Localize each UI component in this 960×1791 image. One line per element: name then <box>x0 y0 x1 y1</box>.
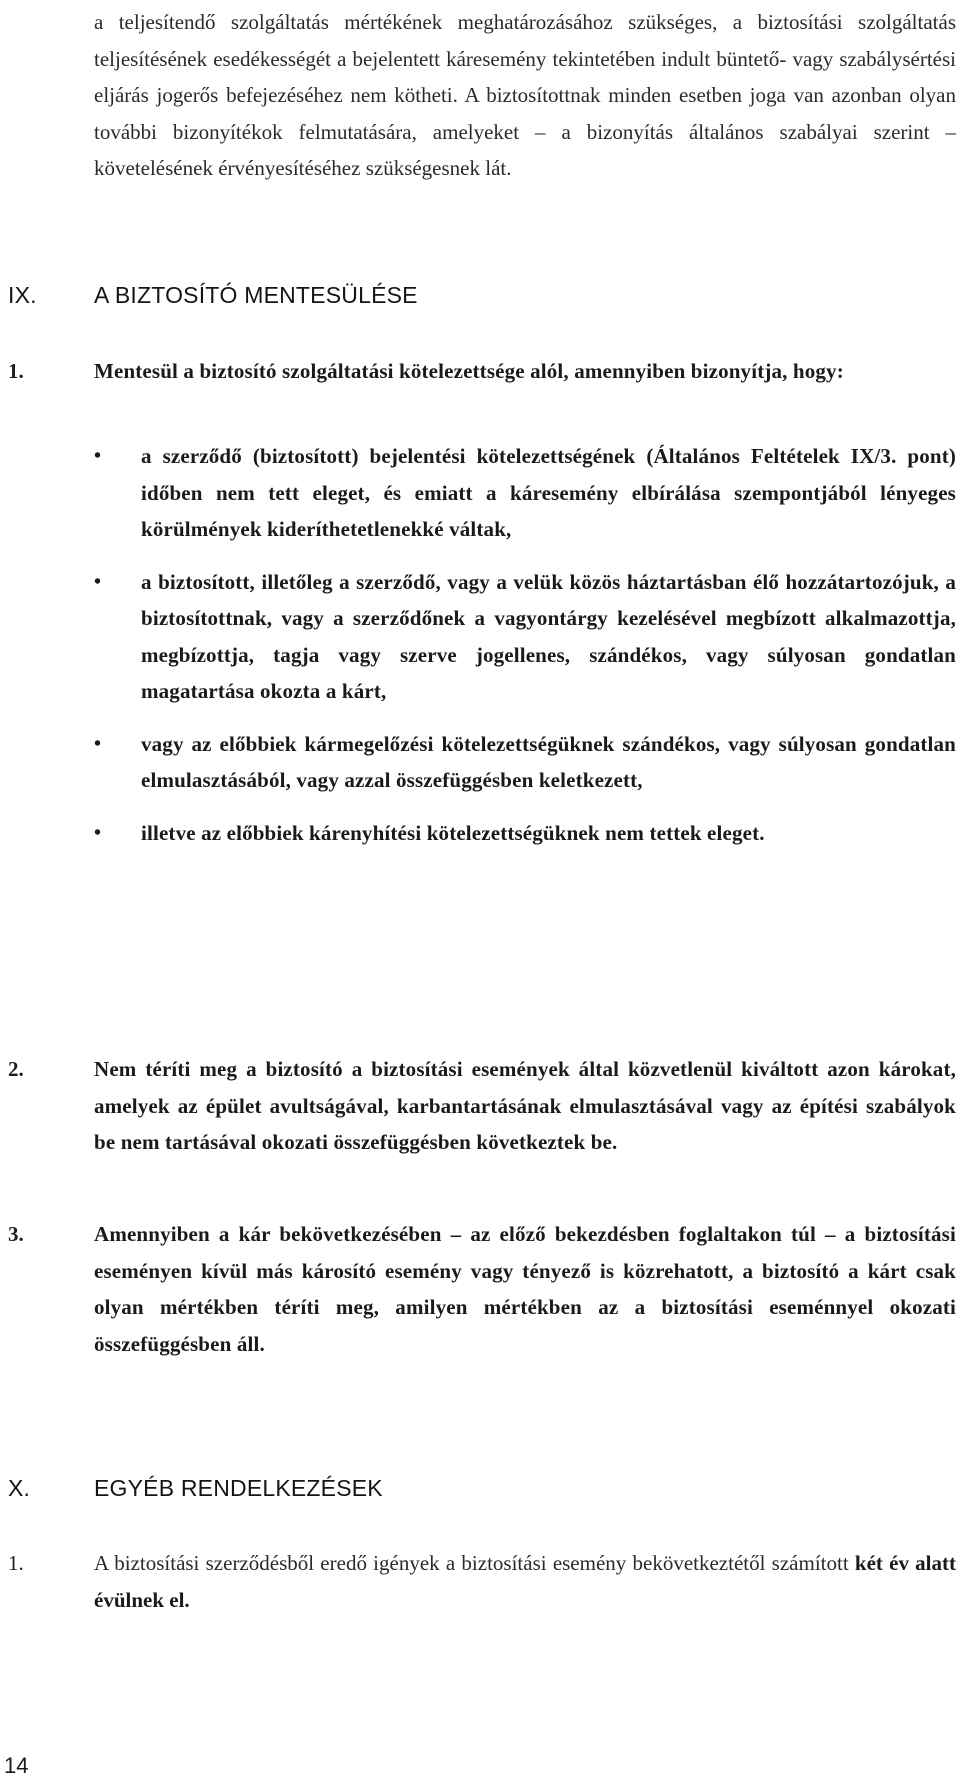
bullet-icon: • <box>94 445 102 467</box>
clause-number: 1. <box>8 1551 24 1575</box>
list-item-text: vagy az előbbiek kármegelőzési kötelezettségüknek szándékos, vagy súlyosan gondatlan elmulasztásából, vagy azzal összefüggésben keletkezett, <box>141 731 956 792</box>
section-title: EGYÉB RENDELKEZÉSEK <box>94 1475 383 1501</box>
list-item <box>94 815 956 852</box>
clause-text-emphasis: két év alatt évülnek el. <box>94 1551 956 1612</box>
list-item <box>94 726 956 799</box>
clause-x-1 <box>8 1545 956 1618</box>
clause-text: Amennyiben a kár bekövetkezésében – az előző bekezdésben foglaltakon túl – a biztosítási eseményen kívül más károsító esemény vagy tényező is közrehatott, a biztosító a kárt csak olyan mértékben téríti meg, amilyen mértékben az a biztosítási eseménnyel okozati összefüggésben áll. <box>94 1222 956 1356</box>
clause-text: Mentesül a biztosító szolgáltatási kötelezettsége alól, amennyiben bizonyítja, hogy: <box>94 359 844 383</box>
section-number: X. <box>8 1475 31 1501</box>
list-item-text: a biztosított, illetőleg a szerződő, vagy a velük közös háztartásban élő hozzátartozójuk, a biztosítottnak, vagy a szerződőnek a vagyontárgy kezelésével megbízott alkalmazottja, megbízottja, tagja vagy szerve jogellenes, szándékos, vagy súlyosan gondatlan magatartása okozta a kárt, <box>141 569 956 703</box>
clause-text-plain: A biztosítási szerződésből eredő igények a biztosítási esemény bekövetkeztétől számított <box>94 1551 855 1575</box>
bullet-icon: • <box>94 570 102 593</box>
clause-ix-2 <box>8 1051 956 1161</box>
section-number: IX. <box>8 282 37 308</box>
page-number: 14 <box>4 1753 29 1778</box>
bullet-icon: • <box>94 821 102 844</box>
intro-paragraph: a teljesítendő szolgáltatás mértékének meghatározásához szükséges, a biztosítási szolgáltatás teljesítésének esedékességét a bejelentett káresemény tekintetében indult büntető- vagy szabálysértési eljárás jogerős befejezéséhez nem kötheti. A biztosítottnak minden esetben joga van azonban olyan további bizonyítékok felmutatására, amelyeket – a bizonyítás általános szabályai szerint – követelésének érvényesítéséhez szükségesnek lát. <box>94 10 956 180</box>
section-title: A BIZTOSÍTÓ MENTESÜLÉSE <box>94 282 418 308</box>
clause-ix-3 <box>8 1216 956 1362</box>
exemption-bullet-list <box>94 438 956 867</box>
list-item-text: a szerződő (biztosított) bejelentési kötelezettségének (Általános Feltételek IX/3. pont) időben nem tett eleget, és emiatt a káresemény elbírálása szempontjából lényeges körülmények kideríthetetlenekké váltak, <box>141 444 956 541</box>
clause-text <box>94 1545 956 1618</box>
clause-number: 2. <box>8 1057 24 1081</box>
list-item-text: illetve az előbbiek kárenyhítési kötelezettségüknek nem tettek eleget. <box>141 820 765 845</box>
list-item <box>94 438 956 548</box>
clause-text: Nem téríti meg a biztosító a biztosítási események által közvetlenül kiváltott azon károkat, amelyek az épület avultságával, karbantartásának elmulasztásával vagy az építési szabályok be nem tartásával okozati összefüggésben következtek be. <box>94 1057 956 1154</box>
clause-ix-1 <box>8 353 956 390</box>
bullet-icon: • <box>94 732 102 755</box>
list-item <box>94 564 956 710</box>
clause-number: 1. <box>8 359 24 383</box>
clause-number: 3. <box>8 1222 24 1246</box>
